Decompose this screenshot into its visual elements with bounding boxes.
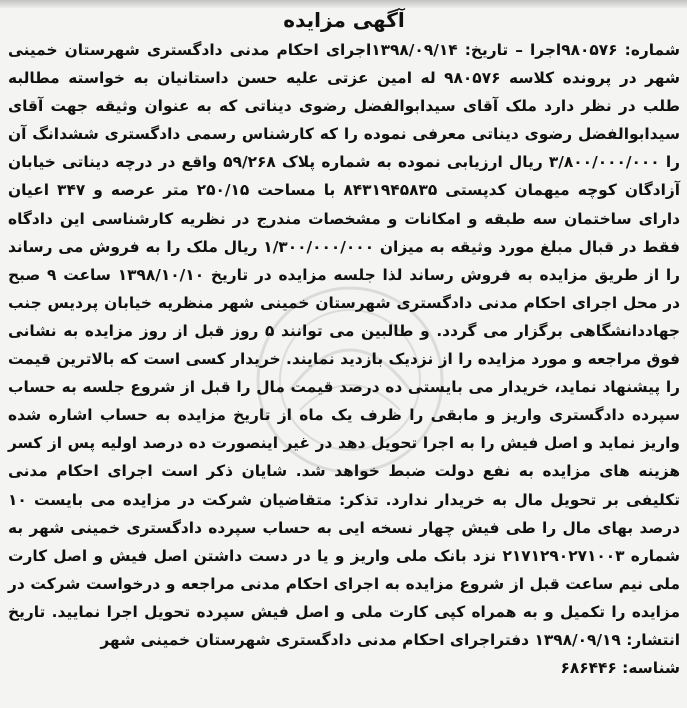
notice-title: آگهی مزایده — [283, 8, 405, 32]
auction-notice — [8, 6, 680, 682]
notice-body: شماره: ۹۸۰۵۷۶اجرا – تاریخ: ۱۳۹۸/۰۹/۱۴اجرای احکام مدنی دادگستری شهرستان خمینی شهر در پرونده کلاسه ۹۸۰۵۷۶ له امین عزتی علیه حسن داستانیان به خواسته مطالبه طلب در نظر دارد ملک آقای سیدابوالفضل رضوی دیناتی که به عنوان وثیقه جهت آقای سیدابوالفضل رضوی دیناتی معرفی نموده را که کارشناس رسمی دادگستری ششدانگ آن را ۳/۸۰۰/۰۰۰/۰۰۰ ریال ارزیابی نموده به شماره پلاک ۵۹/۲۶۸ واقع در درچه دیناتی خیابان آزادگان کوچه میهمان کدپستی ۸۴۳۱۹۴۵۸۳۵ با مساحت ۲۵۰/۱۵ متر عرصه و ۳۴۷ اعیان دارای ساختمان سه طبقه و امکانات و مشخصات مندرج در نظریه کارشناسی این دادگاه فقط در قبال مبلغ مورد وثیقه به میزان ۱/۳۰۰/۰۰۰/۰۰۰ ریال ملک را به فروش می رساند را از طریق مزایده به فروش رساند لذا جلسه مزایده در تاریخ ۱۳۹۸/۱۰/۱۰ ساعت ۹ صبح در محل اجرای احکام مدنی دادگستری شهرستان خمینی شهر منظریه خیابان پردیس جنب جهاددانشگاهی برگزار می گردد. و طالبین می توانند ۵ روز قبل از روز مزایده به نشانی فوق مراجعه و مورد مزایده را از نزدیک بازدید نمایند. خریدار کسی است که بالاترین قیمت را پیشنهاد نماید، خریدار می بایستی ده درصد قیمت مال را قبل از شروع جلسه به حساب سپرده دادگستری واریز و مابقی را ظرف یک ماه از تاریخ مزایده به حساب اشاره شده واریز نماید و اصل فیش را به اجرا تحویل دهد در غیر اینصورت ده درصد اولیه پس از کسر هزینه های مزایده به نفع دولت ضبط خواهد شد. شایان ذکر است اجرای احکام مدنی تکلیفی بر تحویل مال به خریدار ندارد. تذکر: متقاضیان شرکت در مزایده می بایست ۱۰ درصد بهای مال را طی فیش چهار نسخه ایی به حساب سپرده دادگستری خمینی شهر به شماره ۲۱۷۱۲۹۰۲۷۱۰۰۳ نزد بانک ملی واریز و یا در دست داشتن اصل فیش و اصل کارت ملی نیم ساعت قبل از شروع مزایده به اجرای احکام مدنی مراجعه و درخواست شرکت در مزایده را تکمیل و به همراه کپی کارت ملی و اصل فیش سپرده تحویل اجرا نمایید. تاریخ انتشار: ۱۳۹۸/۰۹/۱۹ دفتراجرای احکام مدنی دادگستری شهرستان خمینی شهر — [8, 41, 681, 649]
notice-id: شناسه: ۶۸۶۴۴۶ — [560, 659, 680, 678]
